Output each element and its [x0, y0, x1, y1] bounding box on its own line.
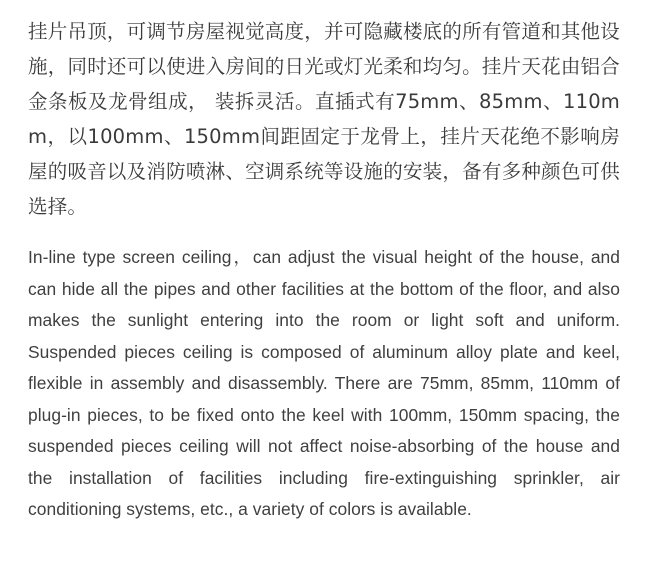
paragraph-chinese: 挂片吊顶，可调节房屋视觉高度，并可隐藏楼底的所有管道和其他设施，同时还可以使进入房间的日光或灯光柔和均匀。挂片天花由铝合金条板及龙骨组成， 装拆灵活。直插式有75mm、85mm、110mm，以100mm、150mm间距固定于龙骨上，挂片天花绝不影响房屋的吸音以及消防喷淋、空调系统等设施的安装，备有多种颜色可供选择。 [28, 20, 620, 218]
paragraph-english: In-line type screen ceiling，can adjust the visual height of the house, and can hide all the pipes and other facilities at the bottom of the floor, and also makes the sunlight entering into the room or light soft and uniform. Suspended pieces ceiling is composed of aluminum alloy plate and keel, flexible in assembly and disassembly. There are 75mm, 85mm, 110mm of plug-in pieces, to be fixed onto the keel with 100mm, 150mm spacing, the suspended pieces ceiling will not affect noise-absorbing of the house and the installation of facilities including fire-extinguishing sprinkler, air conditioning systems, etc., a variety of colors is available. [28, 247, 620, 519]
